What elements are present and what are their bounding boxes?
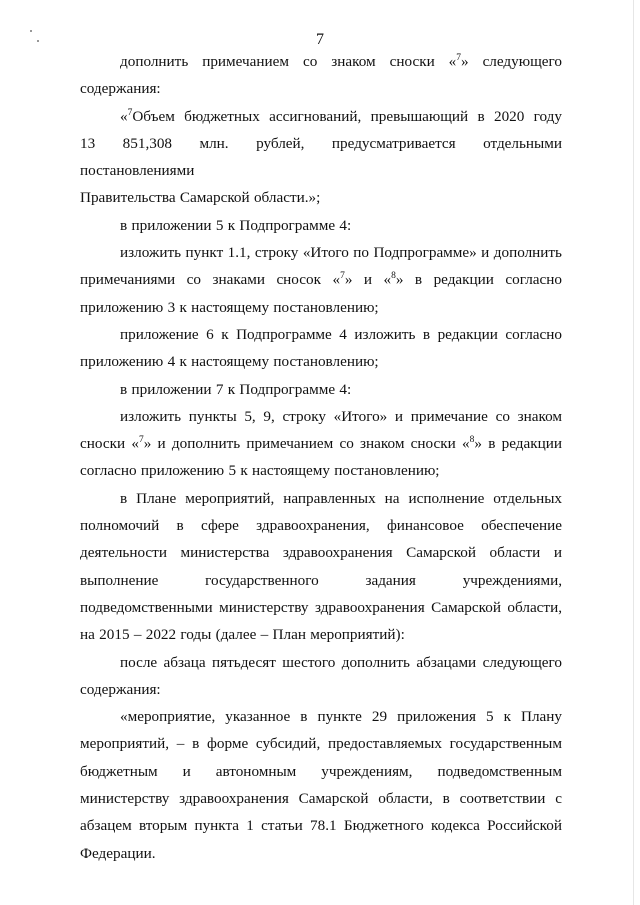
paragraph-6 [80,376,562,403]
paragraph-3 [80,212,562,239]
footnote-mark: 8 [391,271,396,282]
text-line: деятельности министерства здравоохранения Самарской области и [80,544,562,562]
paragraph-7 [80,403,562,485]
paragraph-1 [80,48,562,103]
text-line: приложению 4 к настоящему постановлению; [80,353,379,371]
text-line: выполнение государственного задания учреждениями, [80,571,562,589]
paragraph-2 [80,103,562,212]
text-line: приложению 3 к настоящему постановлению; [80,298,379,316]
text-line: содержания: [80,680,161,698]
text-line: мероприятий, – в форме субсидий, предоставляемых государственным [80,735,562,753]
footnote-mark: 7 [340,271,345,282]
footnote-mark: 7 [138,435,144,446]
text-line: бюджетным и автономным учреждениям, подведомственным [80,762,562,780]
page-edge-shadow [633,0,634,905]
text-line: содержания: [80,80,161,98]
text-line: на 2015 – 2022 годы (далее – План мероприятий): [80,626,405,644]
text-line: в приложении 5 к Подпрограмме 4: [120,216,352,234]
text-line: согласно приложению 5 к настоящему постановлению; [80,462,440,480]
paragraph-5 [80,321,562,376]
paragraph-8 [80,485,562,649]
text-line: сноски «$^7$» и дополнить примечанием со знаком сноски «$^8$» в редакции [80,435,562,453]
text-line: 13 851,308 млн. рублей, предусматривается отдельными постановлениями [80,134,562,180]
text-line: в приложении 7 к Подпрограмме 4: [120,380,352,398]
paragraph-4 [80,239,562,321]
footnote-mark: 7 [456,53,462,63]
text-line: Правительства Самарской области.»; [80,189,321,207]
text-line: подведомственными министерству здравоохранения Самарской области, [80,598,562,616]
text-line: «мероприятие, указанное в пункте 29 приложения 5 к Плану [120,708,562,726]
text-line: министерству здравоохранения Самарской области, в соответствии с [80,790,562,808]
paragraph-9 [80,649,562,704]
paragraph-10 [80,703,562,867]
text-line: дополнить примечанием со знаком сноски «$^7$» следующего [120,53,562,70]
text-line: примечаниями со знаками сносок «$^7$» и «$^8$» в редакции согласно [80,271,562,289]
footnote-mark: 8 [469,435,475,446]
text-line: «$^7$Объем бюджетных ассигнований, превышающий в 2020 году [120,107,562,125]
text-line: приложение 6 к Подпрограмме 4 изложить в редакции согласно [120,325,562,343]
text-line: в Плане мероприятий, направленных на исполнение отдельных [120,489,562,507]
text-line: полномочий в сфере здравоохранения, финансовое обеспечение [80,517,562,535]
text-line: Федерации. [80,844,156,862]
text-line: изложить пункт 1.1, строку «Итого по Подпрограмме» и дополнить [120,244,562,262]
text-line: абзацем вторым пункта 1 статьи 78.1 Бюджетного кодекса Российской [80,817,562,835]
text-line: изложить пункты 5, 9, строку «Итого» и примечание со знаком [120,407,562,425]
text-line: после абзаца пятьдесят шестого дополнить абзацами следующего [120,653,562,671]
document-body [80,48,562,867]
footnote-mark: 7 [127,107,133,118]
page-number: 7 [316,31,324,48]
